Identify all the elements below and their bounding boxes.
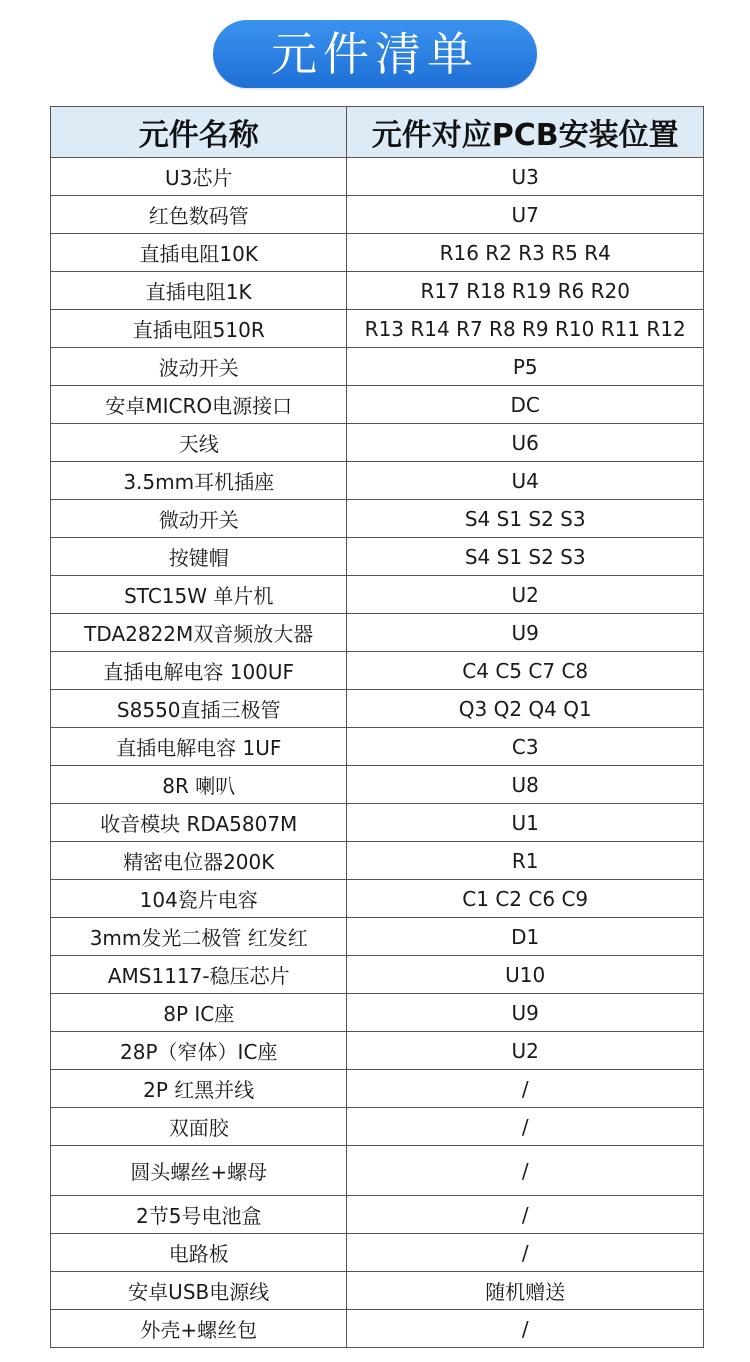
table-row	[51, 690, 704, 728]
pcb-position-cell: U9	[347, 994, 704, 1032]
table-body	[51, 158, 704, 1348]
component-name-cell: 8R 喇叭	[51, 766, 347, 804]
component-name-cell: 28P（窄体）IC座	[51, 1032, 347, 1070]
pcb-position-cell: /	[347, 1310, 704, 1348]
component-name-cell: STC15W 单片机	[51, 576, 347, 614]
table-row	[51, 842, 704, 880]
pcb-position-cell: U8	[347, 766, 704, 804]
table-row	[51, 538, 704, 576]
component-name-cell: 微动开关	[51, 500, 347, 538]
pcb-position-cell: /	[347, 1108, 704, 1146]
pcb-position-cell: R17 R18 R19 R6 R20	[347, 272, 704, 310]
component-name-cell: 按键帽	[51, 538, 347, 576]
component-name-cell: 2节5号电池盒	[51, 1196, 347, 1234]
table-row	[51, 348, 704, 386]
component-name-cell: AMS1117-稳压芯片	[51, 956, 347, 994]
component-name-cell: U3芯片	[51, 158, 347, 196]
table-row	[51, 728, 704, 766]
component-name-cell: 3.5mm耳机插座	[51, 462, 347, 500]
table-row	[51, 1272, 704, 1310]
component-name-cell: 安卓USB电源线	[51, 1272, 347, 1310]
table-row	[51, 158, 704, 196]
table-row	[51, 196, 704, 234]
component-name-cell: 直插电阻10K	[51, 234, 347, 272]
table-row	[51, 576, 704, 614]
table-row	[51, 1234, 704, 1272]
component-name-cell: 波动开关	[51, 348, 347, 386]
component-name-cell: 精密电位器200K	[51, 842, 347, 880]
component-name-cell: S8550直插三极管	[51, 690, 347, 728]
table-row	[51, 1310, 704, 1348]
table-row	[51, 766, 704, 804]
table-row	[51, 614, 704, 652]
table-row	[51, 994, 704, 1032]
table-row	[51, 1146, 704, 1196]
component-name-cell: 直插电解电容 1UF	[51, 728, 347, 766]
table-row	[51, 880, 704, 918]
component-name-cell: 天线	[51, 424, 347, 462]
component-name-cell: 红色数码管	[51, 196, 347, 234]
component-name-cell: 收音模块 RDA5807M	[51, 804, 347, 842]
component-name-cell: 8P IC座	[51, 994, 347, 1032]
component-name-cell: 直插电阻510R	[51, 310, 347, 348]
table-row	[51, 652, 704, 690]
pcb-position-cell: S4 S1 S2 S3	[347, 538, 704, 576]
table-row	[51, 956, 704, 994]
pcb-position-cell: U3	[347, 158, 704, 196]
table-row	[51, 1070, 704, 1108]
pcb-position-cell: D1	[347, 918, 704, 956]
table-row	[51, 804, 704, 842]
table-row	[51, 272, 704, 310]
pcb-position-cell: U4	[347, 462, 704, 500]
pcb-position-cell: C4 C5 C7 C8	[347, 652, 704, 690]
table-row	[51, 386, 704, 424]
pcb-position-cell: /	[347, 1234, 704, 1272]
pcb-position-cell: U9	[347, 614, 704, 652]
table-row	[51, 1032, 704, 1070]
pcb-position-cell: /	[347, 1196, 704, 1234]
component-name-cell: 104瓷片电容	[51, 880, 347, 918]
pcb-position-cell: C1 C2 C6 C9	[347, 880, 704, 918]
component-name-cell: 3mm发光二极管 红发红	[51, 918, 347, 956]
header-component-name: 元件名称	[51, 107, 347, 158]
pcb-position-cell: U10	[347, 956, 704, 994]
table-row	[51, 462, 704, 500]
pcb-position-cell: /	[347, 1146, 704, 1196]
pcb-position-cell: C3	[347, 728, 704, 766]
pcb-position-cell: U7	[347, 196, 704, 234]
pcb-position-cell: U2	[347, 576, 704, 614]
pcb-position-cell: R1	[347, 842, 704, 880]
component-name-cell: 直插电解电容 100UF	[51, 652, 347, 690]
pcb-position-cell: U1	[347, 804, 704, 842]
component-name-cell: 双面胶	[51, 1108, 347, 1146]
page-title: 元件清单	[213, 20, 537, 88]
pcb-position-cell: U6	[347, 424, 704, 462]
pcb-position-cell: /	[347, 1070, 704, 1108]
table-row	[51, 1196, 704, 1234]
component-name-cell: 直插电阻1K	[51, 272, 347, 310]
component-name-cell: 电路板	[51, 1234, 347, 1272]
table-row	[51, 310, 704, 348]
table-row	[51, 918, 704, 956]
table-row	[51, 424, 704, 462]
component-name-cell: 外壳+螺丝包	[51, 1310, 347, 1348]
pcb-position-cell: DC	[347, 386, 704, 424]
pcb-position-cell: 随机赠送	[347, 1272, 704, 1310]
pcb-position-cell: R13 R14 R7 R8 R9 R10 R11 R12	[347, 310, 704, 348]
table-row	[51, 234, 704, 272]
component-name-cell: 2P 红黑并线	[51, 1070, 347, 1108]
pcb-position-cell: P5	[347, 348, 704, 386]
pcb-position-cell: R16 R2 R3 R5 R4	[347, 234, 704, 272]
component-name-cell: 安卓MICRO电源接口	[51, 386, 347, 424]
table-row	[51, 500, 704, 538]
component-name-cell: 圆头螺丝+螺母	[51, 1146, 347, 1196]
pcb-position-cell: U2	[347, 1032, 704, 1070]
pcb-position-cell: S4 S1 S2 S3	[347, 500, 704, 538]
component-list-table	[50, 106, 704, 1348]
table-row	[51, 1108, 704, 1146]
header-pcb-position: 元件对应PCB安装位置	[347, 107, 704, 158]
table-header-row	[51, 107, 704, 158]
pcb-position-cell: Q3 Q2 Q4 Q1	[347, 690, 704, 728]
component-name-cell: TDA2822M双音频放大器	[51, 614, 347, 652]
